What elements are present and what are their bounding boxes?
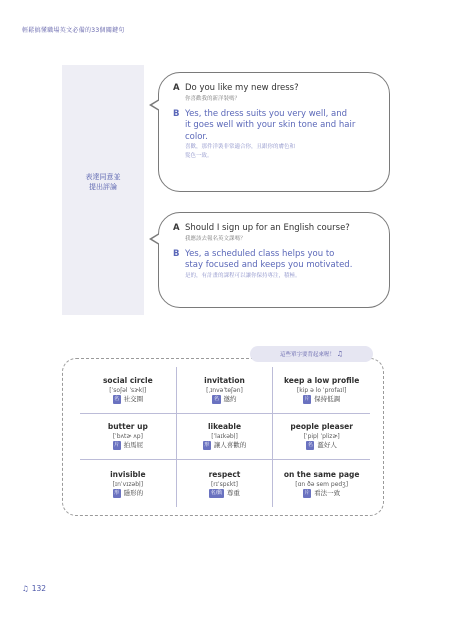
vocab-ipa: [ɑn ðə sem pedʒ] — [295, 480, 349, 488]
line-a-zh: 我應該去報名英文課嗎？ — [185, 235, 246, 242]
line-a-en: Should I sign up for an English course? — [185, 223, 350, 233]
vocab-cell — [177, 460, 274, 507]
vocab-ipa: [ˈlaɪkəbḷ] — [211, 433, 238, 441]
vocab-term: social circle — [102, 375, 153, 385]
pos-badge: 片 — [114, 442, 120, 449]
line-b-zh: 是的，有計畫的課程可以讓你保持專注，積極。 — [185, 272, 301, 279]
line-a-zh: 你喜歡我的新洋裝嗎？ — [185, 95, 241, 102]
line-b-en — [185, 109, 355, 144]
vocab-term: respect — [208, 469, 241, 479]
vocab-term: butter up — [107, 422, 148, 432]
music-note-icon: ♫ — [336, 350, 344, 358]
pos-badge: 形 — [204, 442, 210, 449]
page-number — [22, 584, 46, 593]
vocab-ipa: [ˌɪnvəˈteʃən] — [206, 386, 243, 394]
speaker-a: A — [173, 83, 180, 93]
vocab-cell — [273, 367, 370, 414]
vocab-tip-text: 這些單字要背起來喔！ — [279, 352, 335, 358]
vocab-meaning: 濫好人 — [317, 441, 337, 450]
line-b-en — [185, 249, 352, 272]
vocab-term: invisible — [110, 469, 146, 479]
speaker-a: A — [173, 223, 180, 233]
vocab-meaning: 讓人喜歡的 — [213, 441, 247, 450]
music-note-icon: ♫ — [22, 584, 29, 593]
line-b-en-3: color. — [185, 131, 208, 142]
line-a-en: Do you like my new dress? — [185, 83, 299, 93]
bubble-tail-inner — [152, 234, 160, 244]
line-b-en-1: Yes, a scheduled class helps you to — [185, 248, 335, 259]
vocab-term: keep a low profile — [284, 375, 360, 385]
vocab-cell — [80, 367, 177, 414]
vocab-meaning: 保持低調 — [314, 394, 341, 403]
pos-badge: 片 — [304, 395, 310, 402]
vocab-meaning: 隱形的 — [123, 488, 144, 497]
line-b-en-1: Yes, the dress suits you very well, and — [185, 108, 348, 119]
vocab-ipa: [ˈsoʃəl ˈsɝkḷ] — [109, 386, 147, 394]
speaker-b: B — [173, 248, 180, 259]
vocab-tip-pill — [250, 346, 373, 362]
dialogue-bubble-1 — [158, 72, 390, 192]
vocab-term: likeable — [207, 422, 242, 432]
vocab-cell — [177, 367, 274, 414]
vocab-cell — [177, 414, 274, 461]
pos-badge: 形 — [114, 489, 120, 496]
pos-badge: 片 — [304, 489, 310, 496]
vocab-ipa: [ˈpipḷ ˈplizɚ] — [303, 433, 340, 441]
side-label-line-2: 提出評論 — [89, 183, 117, 191]
vocab-ipa: [kip ə lo ˈprofaɪl] — [296, 386, 347, 394]
vocab-cell — [80, 460, 177, 507]
vocab-meaning: 拍馬屁 — [123, 441, 144, 450]
line-b-zh-2: 髮色一致。 — [185, 153, 213, 159]
pos-badge: 名 — [213, 395, 219, 402]
pos-badge: 名/動 — [210, 489, 223, 496]
vocab-cell — [273, 414, 370, 461]
page-number-text: 132 — [31, 584, 47, 593]
side-label-line-1: 表達同意並 — [85, 173, 121, 181]
pos-badge: 名 — [307, 442, 313, 449]
side-label — [62, 172, 144, 192]
vocab-term: on the same page — [283, 469, 360, 479]
bubble-tail-inner — [152, 100, 160, 110]
dialogue-bubble-2 — [158, 212, 390, 308]
vocab-ipa: [rɪˈspɛkt] — [210, 480, 239, 488]
vocab-meaning: 社交圈 — [123, 394, 144, 403]
vocabulary-grid — [80, 367, 370, 507]
running-header: 輕鬆搞懂職場英文必備的33個關鍵句 — [22, 27, 125, 34]
vocab-term: invitation — [204, 375, 245, 385]
vocab-term: people pleaser — [290, 422, 353, 432]
vocab-ipa: [ˈbʌtɚ ʌp] — [112, 433, 143, 441]
vocab-cell — [80, 414, 177, 461]
vocab-ipa: [ɪnˈvɪzəbḷ] — [112, 480, 144, 488]
line-b-zh-1: 喜歡，那件洋裝非常適合你，且跟你的膚色和 — [185, 144, 296, 150]
vocab-meaning: 邀約 — [223, 394, 237, 403]
vocab-meaning: 尊重 — [226, 488, 240, 497]
vocab-cell — [273, 460, 370, 507]
speaker-b: B — [173, 108, 180, 119]
line-b-en-2: stay focused and keeps you motivated. — [185, 260, 353, 270]
pos-badge: 名 — [114, 395, 120, 402]
line-b-zh — [185, 143, 377, 161]
vocab-meaning: 看法一致 — [314, 488, 341, 497]
line-b-en-2: it goes well with your skin tone and hair — [185, 120, 356, 130]
